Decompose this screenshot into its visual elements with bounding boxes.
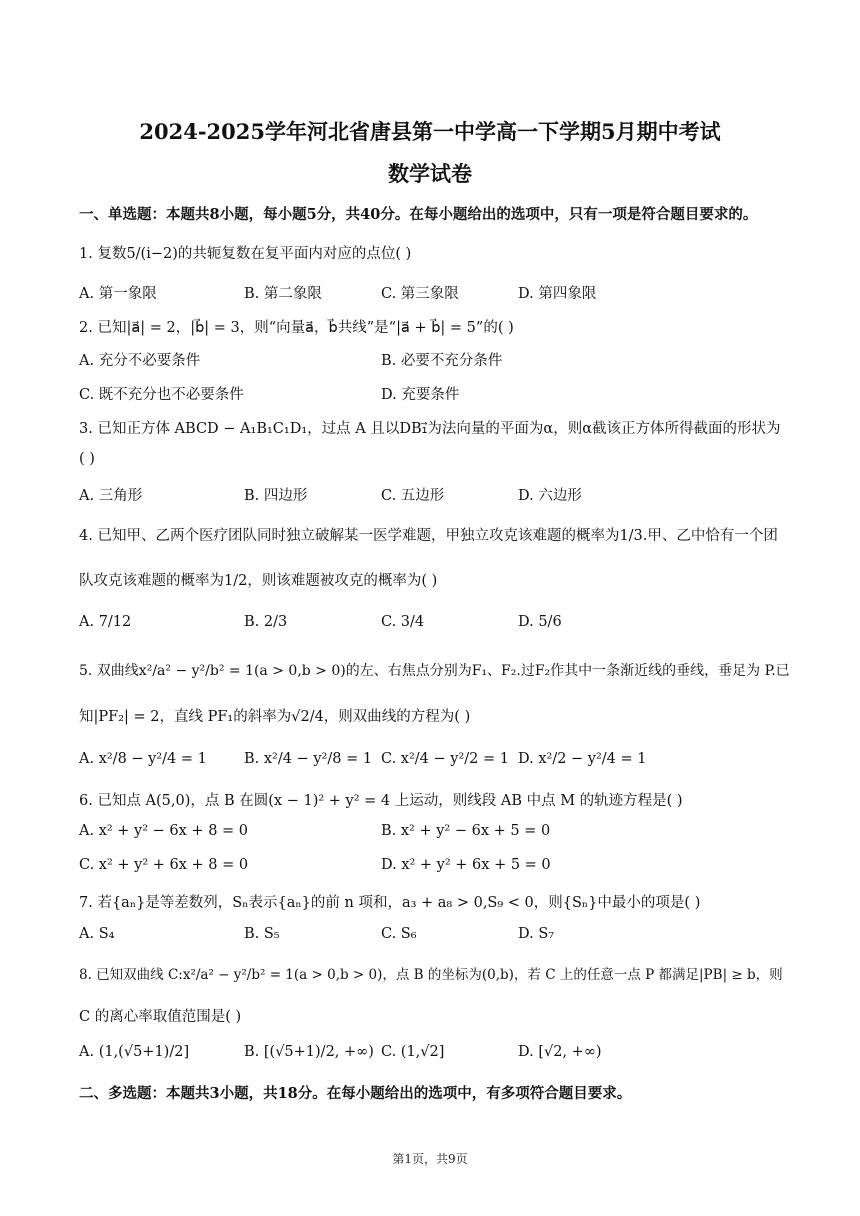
question-7-stem: 7. 若{aₙ}是等差数列，Sₙ表示{aₙ}的前 n 项和，a₃ + a₈ > 0,S₉ < 0，则{Sₙ}中最小的项是( ): [79, 895, 701, 911]
question-2-option-a: A. 充分不必要条件: [79, 353, 201, 369]
section-multiple-choice: 二、多选题：本题共3小题，共18分。在每小题给出的选项中，有多项符合题目要求。: [79, 1085, 632, 1102]
question-6-option-c: C. x² + y² + 6x + 8 = 0: [79, 857, 249, 873]
question-3-option-c: C. 五边形: [381, 488, 445, 504]
question-7-option-c: C. S₆: [381, 926, 417, 942]
question-4-option-b: B. 2/3: [244, 614, 288, 630]
question-4-stem-line1: 4. 已知甲、乙两个医疗团队同时独立破解某一医学难题，甲独立攻克该难题的概率为1/3.甲、乙中恰有一个团: [79, 528, 778, 544]
question-5-stem-line2: 知|PF₂| = 2，直线 PF₁的斜率为√2/4，则双曲线的方程为( ): [79, 709, 471, 725]
question-8-option-d: D. [√2, +∞): [518, 1044, 602, 1060]
question-6-option-d: D. x² + y² + 6x + 5 = 0: [381, 857, 551, 873]
question-3-option-a: A. 三角形: [79, 488, 143, 504]
question-5-stem-line1: 5. 双曲线x²/a² − y²/b² = 1(a > 0,b > 0)的左、右焦点分别为F₁、F₂.过F₂作其中一条渐近线的垂线，垂足为 P.已: [79, 663, 790, 679]
question-1-option-b: B. 第二象限: [244, 286, 322, 302]
question-8-stem-line2: C 的离心率取值范围是( ): [79, 1009, 242, 1025]
exam-title: 2024-2025学年河北省唐县第一中学高一下学期5月期中考试: [139, 119, 721, 144]
question-6-option-b: B. x² + y² − 6x + 5 = 0: [381, 823, 551, 839]
question-7-option-d: D. S₇: [518, 926, 555, 942]
question-2-option-d: D. 充要条件: [381, 387, 460, 403]
question-7-option-a: A. S₄: [79, 926, 115, 942]
question-1-option-c: C. 第三象限: [381, 286, 459, 302]
question-2-option-b: B. 必要不充分条件: [381, 353, 503, 369]
question-5-option-c: C. x²/4 − y²/2 = 1: [381, 751, 509, 767]
question-6-option-a: A. x² + y² − 6x + 8 = 0: [79, 823, 249, 839]
question-7-option-b: B. S₅: [244, 926, 280, 942]
question-5-option-b: B. x²/4 − y²/8 = 1: [244, 751, 373, 767]
question-4-option-c: C. 3/4: [381, 614, 425, 630]
question-2-option-c: C. 既不充分也不必要条件: [79, 387, 244, 403]
question-4-stem-line2: 队攻克该难题的概率为1/2，则该难题被攻克的概率为( ): [79, 573, 438, 589]
question-3-option-d: D. 六边形: [518, 488, 582, 504]
question-5-option-d: D. x²/2 − y²/4 = 1: [518, 751, 647, 767]
question-3-stem-line1: 3. 已知正方体 ABCD − A₁B₁C₁D₁，过点 A 且以DB₁⃗为法向量的平面为α，则α截该正方体所得截面的形状为: [79, 421, 781, 437]
exam-subtitle: 数学试卷: [388, 161, 472, 186]
question-8-option-a: A. (1,(√5+1)/2]: [79, 1044, 190, 1060]
question-2-stem: 2. 已知|a⃗| = 2，|b⃗| = 3，则“向量a⃗，b⃗共线”是“|a⃗ + b⃗| = 5”的( ): [79, 320, 514, 336]
question-1-option-a: A. 第一象限: [79, 286, 157, 302]
section-single-choice: 一、单选题：本题共8小题，每小题5分，共40分。在每小题给出的选项中，只有一项是符合题目要求的。: [79, 206, 758, 223]
question-8-option-c: C. (1,√2]: [381, 1044, 445, 1060]
question-8-stem-line1: 8. 已知双曲线 C:x²/a² − y²/b² = 1(a > 0,b > 0)，点 B 的坐标为(0,b)，若 C 上的任意一点 P 都满足|PB| ≥ b，则: [79, 967, 783, 983]
question-6-stem: 6. 已知点 A(5,0)，点 B 在圆(x − 1)² + y² = 4 上运动，则线段 AB 中点 M 的轨迹方程是( ): [79, 793, 683, 809]
question-1-stem: 1. 复数5/(i−2)的共轭复数在复平面内对应的点位( ): [79, 246, 412, 262]
question-4-option-d: D. 5/6: [518, 614, 562, 630]
question-4-option-a: A. 7/12: [79, 614, 132, 630]
question-3-stem-line2: ( ): [79, 451, 95, 467]
question-3-option-b: B. 四边形: [244, 488, 308, 504]
page-number: 第1页，共9页: [392, 1152, 468, 1166]
question-8-option-b: B. [(√5+1)/2, +∞): [244, 1044, 374, 1060]
question-5-option-a: A. x²/8 − y²/4 = 1: [79, 751, 207, 767]
question-1-option-d: D. 第四象限: [518, 286, 597, 302]
